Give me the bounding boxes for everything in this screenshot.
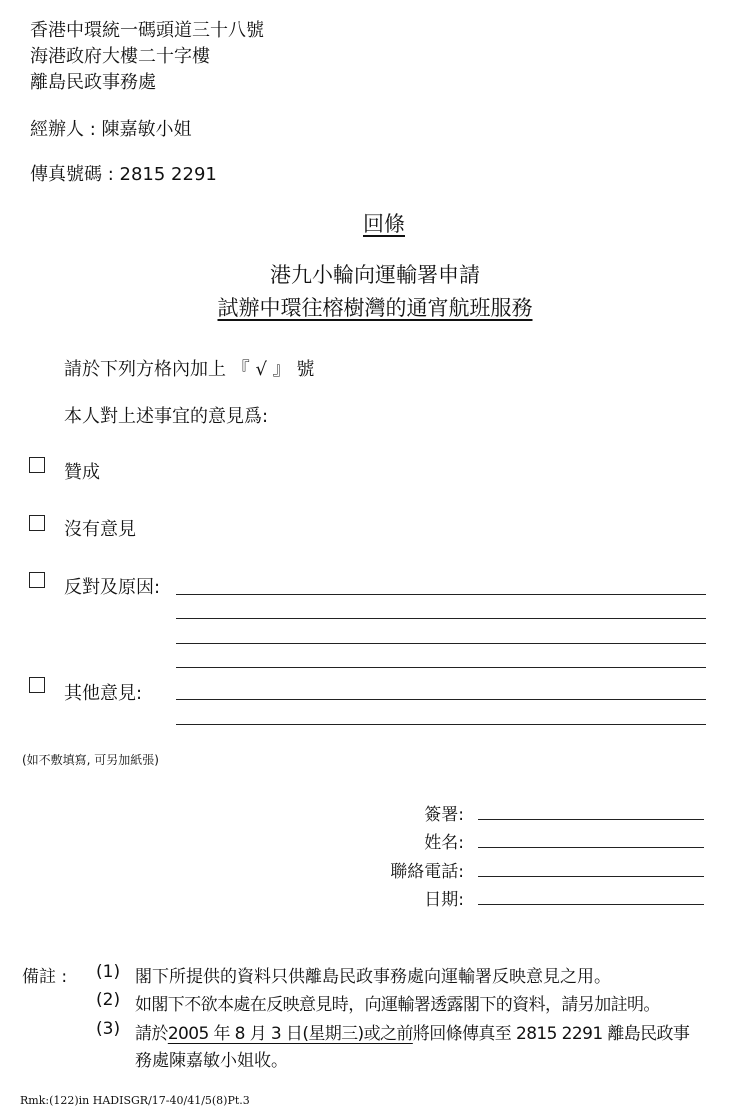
instruction-text: 請於下列方格內加上 『 √ 』 號 — [64, 359, 315, 380]
note-3-text — [135, 1019, 689, 1044]
note-3-line-2: 務處陳嘉敏小姐收。 — [135, 1051, 288, 1071]
note-1-text: 閣下所提供的資料只供離島民政事務處向運輸署反映意見之用。 — [135, 967, 611, 987]
option-label-agree: 贊成 — [64, 462, 100, 483]
other-opinion-line-2[interactable] — [176, 724, 706, 725]
notes-label: 備註 : — [22, 967, 68, 987]
date-line[interactable] — [478, 904, 704, 905]
note-3-pre: 請於 — [135, 1024, 168, 1044]
oppose-reason-line-2[interactable] — [176, 618, 706, 619]
footer-reference: Rmk:(122)in HADISGR/17-40/41/5(8)Pt.3 — [20, 1094, 250, 1107]
handler-line: 經辦人 : 陳嘉敏小姐 — [30, 119, 192, 140]
oppose-reason-line-1[interactable] — [176, 594, 706, 595]
signature-label: 簽署: — [424, 805, 464, 825]
address-line-1: 香港中環統一碼頭道三十八號 — [30, 20, 264, 41]
checkbox-agree[interactable] — [29, 457, 45, 473]
note-2-text: 如閣下不欲本處在反映意見時，向運輸署透露閣下的資料，請另加註明。 — [135, 995, 660, 1015]
note-1-number: (1) — [96, 962, 121, 982]
fax-line: 傳真號碼 : 2815 2291 — [30, 164, 217, 185]
option-label-no-opinion: 沒有意見 — [64, 519, 136, 540]
option-label-other: 其他意見: — [64, 683, 143, 704]
name-line[interactable] — [478, 847, 704, 848]
phone-line[interactable] — [478, 876, 704, 877]
address-line-2: 海港政府大樓二十字樓 — [30, 46, 210, 67]
note-3-deadline: 2005 年 8 月 3 日(星期三)或之前 — [167, 1024, 413, 1044]
form-title-line-1: 港九小輪向運輸署申請 — [270, 263, 480, 287]
extra-paper-note: (如不敷填寫, 可另加紙張) — [22, 753, 159, 767]
prompt-text: 本人對上述事宜的意見爲: — [64, 406, 269, 427]
oppose-reason-line-3[interactable] — [176, 643, 706, 644]
oppose-reason-line-4[interactable] — [176, 667, 706, 668]
address-line-3: 離島民政事務處 — [30, 72, 156, 93]
name-label: 姓名: — [424, 833, 464, 853]
checkbox-oppose[interactable] — [29, 572, 45, 588]
note-3-number: (3) — [96, 1019, 121, 1039]
checkbox-other[interactable] — [29, 677, 45, 693]
date-label: 日期: — [424, 890, 464, 910]
option-label-oppose: 反對及原因: — [64, 577, 161, 598]
phone-label: 聯絡電話: — [390, 862, 464, 882]
other-opinion-line-1[interactable] — [176, 699, 706, 700]
checkbox-no-opinion[interactable] — [29, 515, 45, 531]
form-title-line-2: 試辦中環往榕樹灣的通宵航班服務 — [217, 296, 533, 320]
note-2-number: (2) — [96, 990, 121, 1010]
signature-line[interactable] — [478, 819, 704, 820]
form-heading: 回條 — [363, 212, 405, 236]
note-3-post: 將回條傳真至 2815 2291 離島民政事 — [412, 1024, 690, 1044]
